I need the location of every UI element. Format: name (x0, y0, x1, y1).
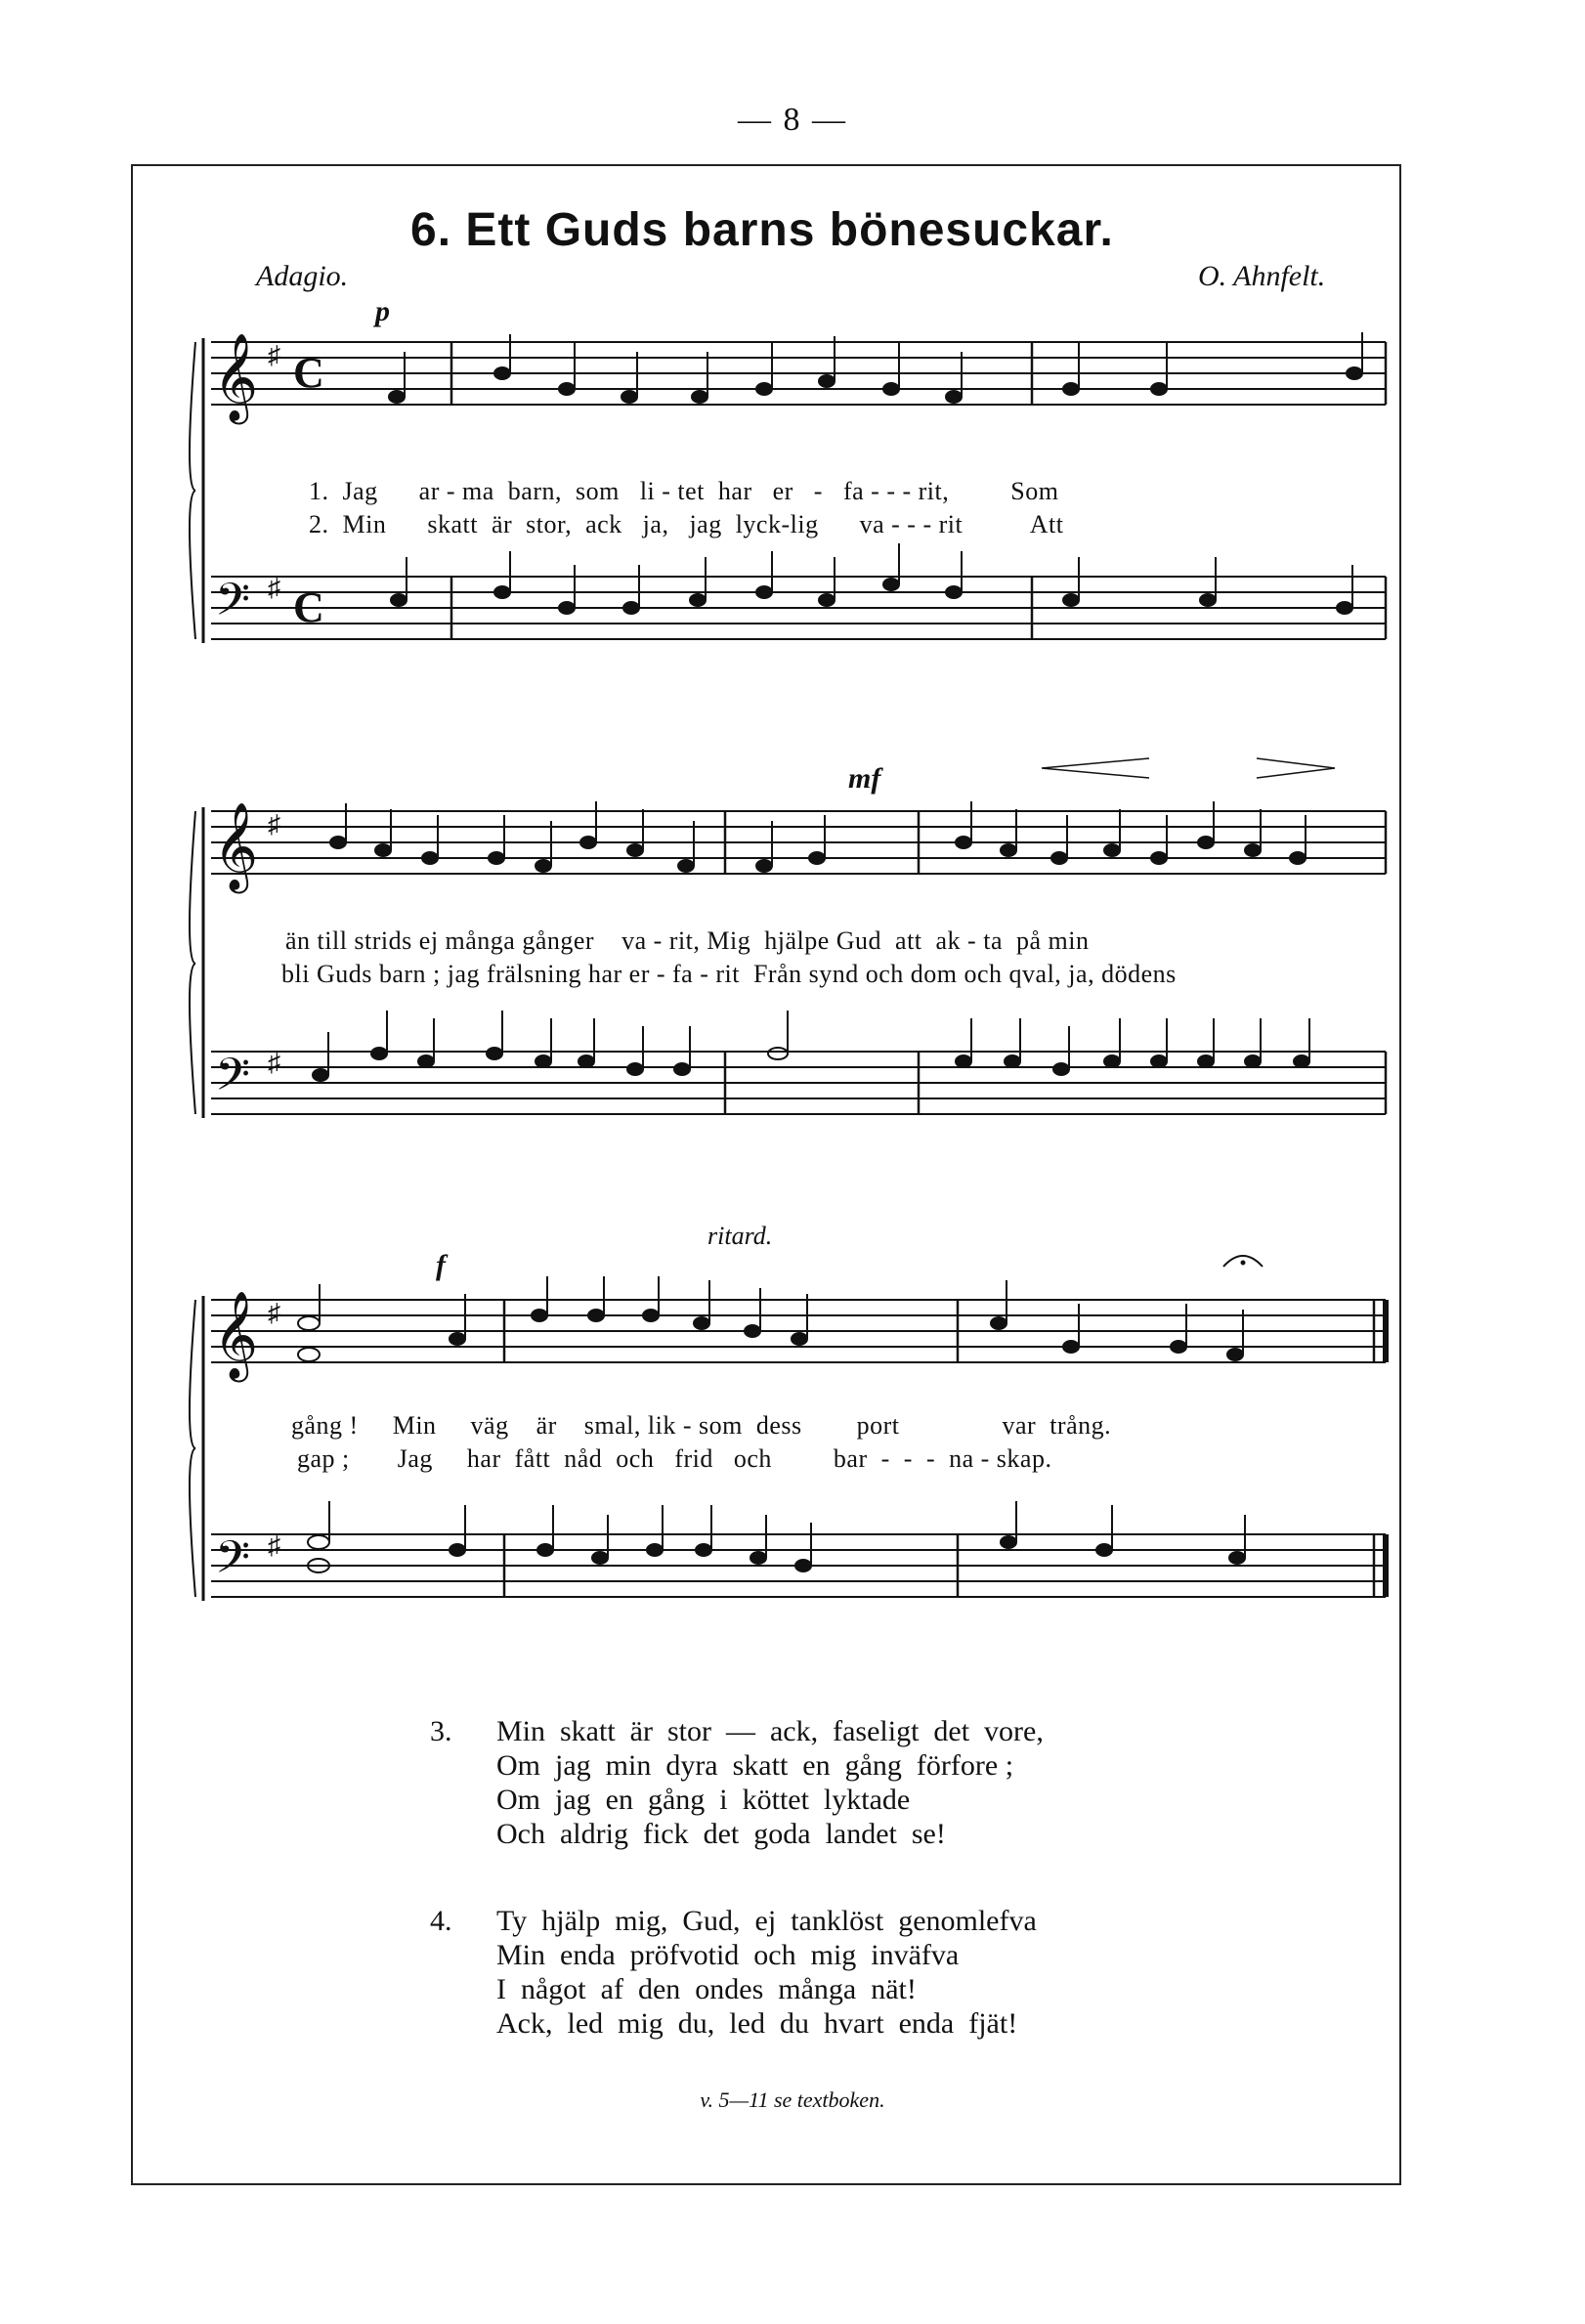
ritard-marking: ritard. (707, 1222, 773, 1250)
system-1-lyrics-verse-1: 1. Jag ar - ma barn, som li - tet har er - fa - - - rit, Som (309, 477, 1059, 505)
treble-clef-icon: 𝄞 (213, 803, 259, 888)
system-2-lyrics-verse-1: än till strids ej många gånger va - rit, Mig hjälpe Gud att ak - ta på min (285, 926, 1090, 955)
verse-3 (430, 1714, 1044, 1851)
verse-line: Och aldrig fick det goda landet se! (496, 1818, 946, 1850)
verse-line: Om jag en gång i köttet lyktade (496, 1784, 911, 1816)
bass-notes (391, 543, 1352, 614)
bass-clef-icon: 𝄢 (215, 576, 251, 636)
verse-number: 4. (430, 1905, 452, 1937)
footnote: v. 5—11 se textboken. (700, 2087, 885, 2112)
treble-clef-icon: 𝄞 (213, 334, 259, 419)
fermata-dot (1241, 1261, 1246, 1266)
verse-line: Ty hjälp mig, Gud, ej tanklöst genomlefva (496, 1905, 1037, 1937)
common-time-icon: C (293, 583, 324, 631)
common-time-icon: C (293, 349, 324, 397)
verse-number: 3. (430, 1715, 452, 1747)
verse-line: Min skatt är stor — ack, faseligt det vore, (496, 1715, 1044, 1747)
dynamic-piano: p (375, 295, 390, 327)
verse-line: Ack, led mig du, led du hvart enda fjät! (496, 2007, 1018, 2040)
treble-staff (211, 1300, 1386, 1362)
page-number: — 8 — (738, 102, 847, 138)
treble-staff (211, 342, 1386, 405)
key-signature-sharp-icon: ♯ (268, 810, 280, 839)
key-signature-sharp-icon: ♯ (268, 1049, 280, 1077)
treble-notes (298, 1276, 1243, 1361)
dynamic-mezzo-forte: mf (848, 762, 881, 795)
key-signature-sharp-icon: ♯ (268, 574, 280, 602)
verse-line: I något af den ondes många nät! (496, 1973, 917, 2005)
system-brace (190, 807, 203, 1118)
key-signature-sharp-icon: ♯ (268, 1299, 280, 1327)
system-1-lyrics-verse-2: 2. Min skatt är stor, ack ja, jag lyck-lig va - - - rit Att (309, 510, 1064, 538)
bass-staff (211, 577, 1386, 639)
treble-clef-icon: 𝄞 (213, 1292, 259, 1377)
system-3-lyrics-verse-1: gång ! Min väg är smal, lik - som dess port var trång. (291, 1411, 1112, 1440)
verse-line: Om jag min dyra skatt en gång förfore ; (496, 1749, 1014, 1782)
bass-notes (313, 1011, 1309, 1081)
system-brace (190, 338, 203, 643)
bass-clef-icon: 𝄢 (215, 1051, 251, 1111)
verse-line: Min enda pröfvotid och mig inväfva (496, 1939, 960, 1971)
bass-notes (308, 1501, 1245, 1572)
hymn-title: 6. Ett Guds barns bönesuckar. (410, 204, 1114, 256)
system-3-lyrics-verse-2: gap ; Jag har fått nåd och frid och bar - - - na - skap. (297, 1444, 1052, 1473)
dynamic-forte: f (436, 1249, 446, 1281)
composer-name: O. Ahnfelt. (1198, 260, 1326, 292)
system-brace (190, 1296, 203, 1601)
key-signature-sharp-icon: ♯ (268, 1531, 280, 1560)
verse-4 (430, 1904, 1037, 2041)
key-signature-sharp-icon: ♯ (268, 341, 280, 369)
system-2-lyrics-verse-2: bli Guds barn ; jag frälsning har er - fa - rit Från synd och dom och qval, ja, dödens (281, 960, 1177, 988)
tempo-marking: Adagio. (256, 260, 349, 292)
music-system-3 (192, 1270, 1413, 1681)
bass-clef-icon: 𝄢 (215, 1533, 251, 1594)
